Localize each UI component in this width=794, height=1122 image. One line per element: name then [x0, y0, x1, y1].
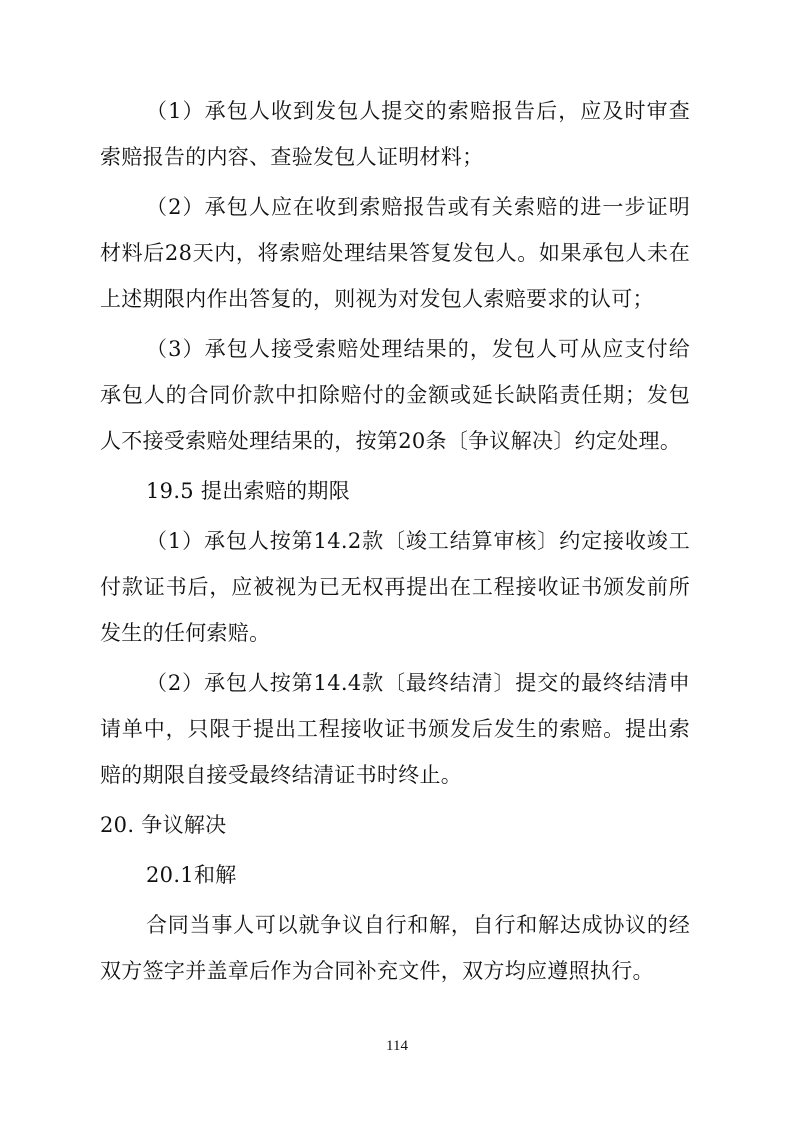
paragraph-19-4-3: （3）承包人接受索赔处理结果的，发包人可从应支付给承包人的合同价款中扣除赔付的金额或延长缺陷责任期；发包人不接受索赔处理结果的，按第20条〔争议解决〕约定处理。: [100, 337, 690, 453]
page-number: 114: [386, 1038, 408, 1054]
document-body: [100, 88, 690, 998]
paragraph-19-4-2: （2）承包人应在收到索赔报告或有关索赔的进一步证明材料后28天内，将索赔处理结果答复发包人。如果承包人未在上述期限内作出答复的，则视为对发包人索赔要求的认可；: [100, 195, 690, 311]
paragraph-20-1: 合同当事人可以就争议自行和解，自行和解达成协议的经双方签字并盖章后作为合同补充文件，双方均应遵照执行。: [100, 913, 690, 983]
paragraph-19-4-1: （1）承包人收到发包人提交的索赔报告后，应及时审查索赔报告的内容、查验发包人证明材料；: [100, 99, 690, 169]
paragraph-19-5-1: （1）承包人按第14.2款〔竣工结算审核〕约定接收竣工付款证书后，应被视为已无权再提出在工程接收证书颁发前所发生的任何索赔。: [100, 529, 690, 645]
paragraph-19-5-2: （2）承包人按第14.4款〔最终结清〕提交的最终结清申请单中，只限于提出工程接收证书颁发后发生的索赔。提出索赔的期限自接受最终结清证书时终止。: [100, 671, 690, 787]
section-heading-20-1: 20.1和解: [146, 863, 237, 887]
section-heading-19-5: 19.5 提出索赔的期限: [146, 479, 351, 503]
section-heading-20: 20. 争议解决: [100, 813, 227, 837]
